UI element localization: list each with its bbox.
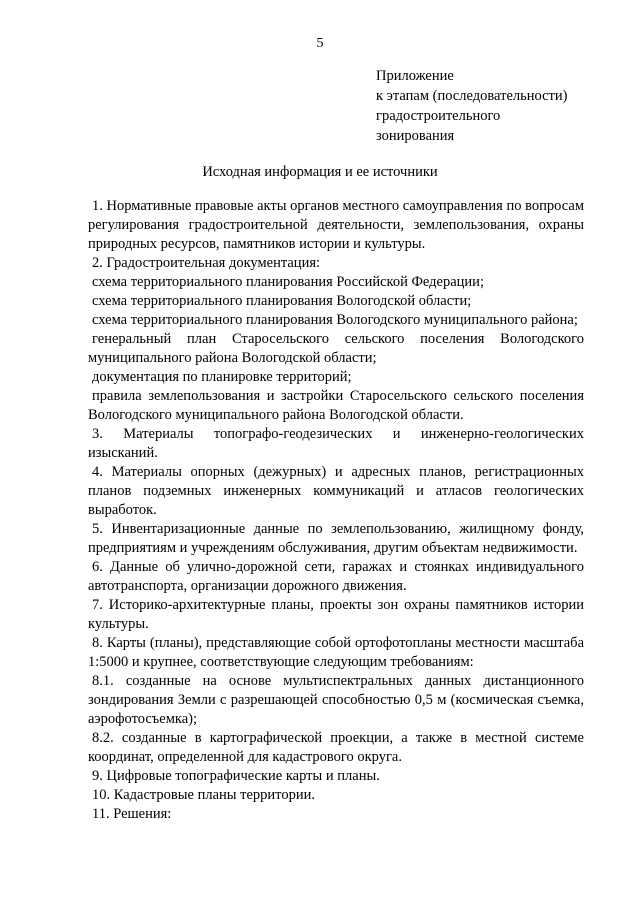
list-item: правила землепользования и застройки Старосельского сельского поселения Вологодского муниципального района Вологодской области. — [88, 388, 584, 423]
appendix-line: Приложение — [376, 68, 454, 84]
document-title: Исходная информация и ее источники — [202, 164, 438, 180]
list-item: схема территориального планирования Российской Федерации; — [92, 274, 484, 290]
list-item: 3. Материалы топографо-геодезических и инженерно-геологических изысканий. — [88, 426, 584, 461]
appendix-line: градостроительного — [376, 108, 501, 124]
list-item: документация по планировке территорий; — [92, 369, 352, 385]
list-item: схема территориального планирования Вологодской области; — [92, 293, 472, 309]
list-item: генеральный план Старосельского сельского поселения Вологодского муниципального района Вологодской области; — [88, 331, 584, 366]
list-item: 9. Цифровые топографические карты и планы. — [92, 768, 380, 784]
list-item: 6. Данные об улично-дорожной сети, гаражах и стоянках индивидуального автотранспорта, организации дорожного движения. — [88, 559, 584, 594]
list-item: 11. Решения: — [92, 806, 172, 822]
appendix-header — [376, 66, 567, 146]
list-item: 2. Градостроительная документация: — [92, 255, 321, 271]
appendix-line: зонирования — [376, 128, 455, 144]
list-item: 5. Инвентаризационные данные по землепользованию, жилищному фонду, предприятиям и учреждениям обслуживания, другим объектам недвижимости. — [88, 521, 584, 556]
list-item: схема территориального планирования Вологодского муниципального района; — [92, 312, 578, 328]
list-item: 1. Нормативные правовые акты органов местного самоуправления по вопросам регулирования градостроительной деятельности, землепользования, охраны природных ресурсов, памятников истории и культуры. — [88, 198, 584, 252]
document-body — [88, 197, 584, 824]
list-item: 10. Кадастровые планы территории. — [92, 787, 315, 803]
list-item: 7. Историко-архитектурные планы, проекты зон охраны памятников истории культуры. — [88, 597, 584, 632]
list-item: 4. Материалы опорных (дежурных) и адресных планов, регистрационных планов подземных инженерных коммуникаций и атласов геологических выработок. — [88, 464, 584, 518]
list-item: 8.2. созданные в картографической проекции, а также в местной системе координат, определенной для кадастрового округа. — [88, 730, 584, 765]
list-item: 8.1. созданные на основе мультиспектральных данных дистанционного зондирования Земли с разрешающей способностью 0,5 м (космическая съемка, аэрофотосъемка); — [88, 673, 584, 727]
page-number: 5 — [316, 36, 324, 51]
appendix-line: к этапам (последовательности) — [376, 88, 568, 104]
list-item: 8. Карты (планы), представляющие собой ортофотопланы местности масштаба 1:5000 и крупнее, соответствующие следующим требованиям: — [88, 635, 584, 670]
